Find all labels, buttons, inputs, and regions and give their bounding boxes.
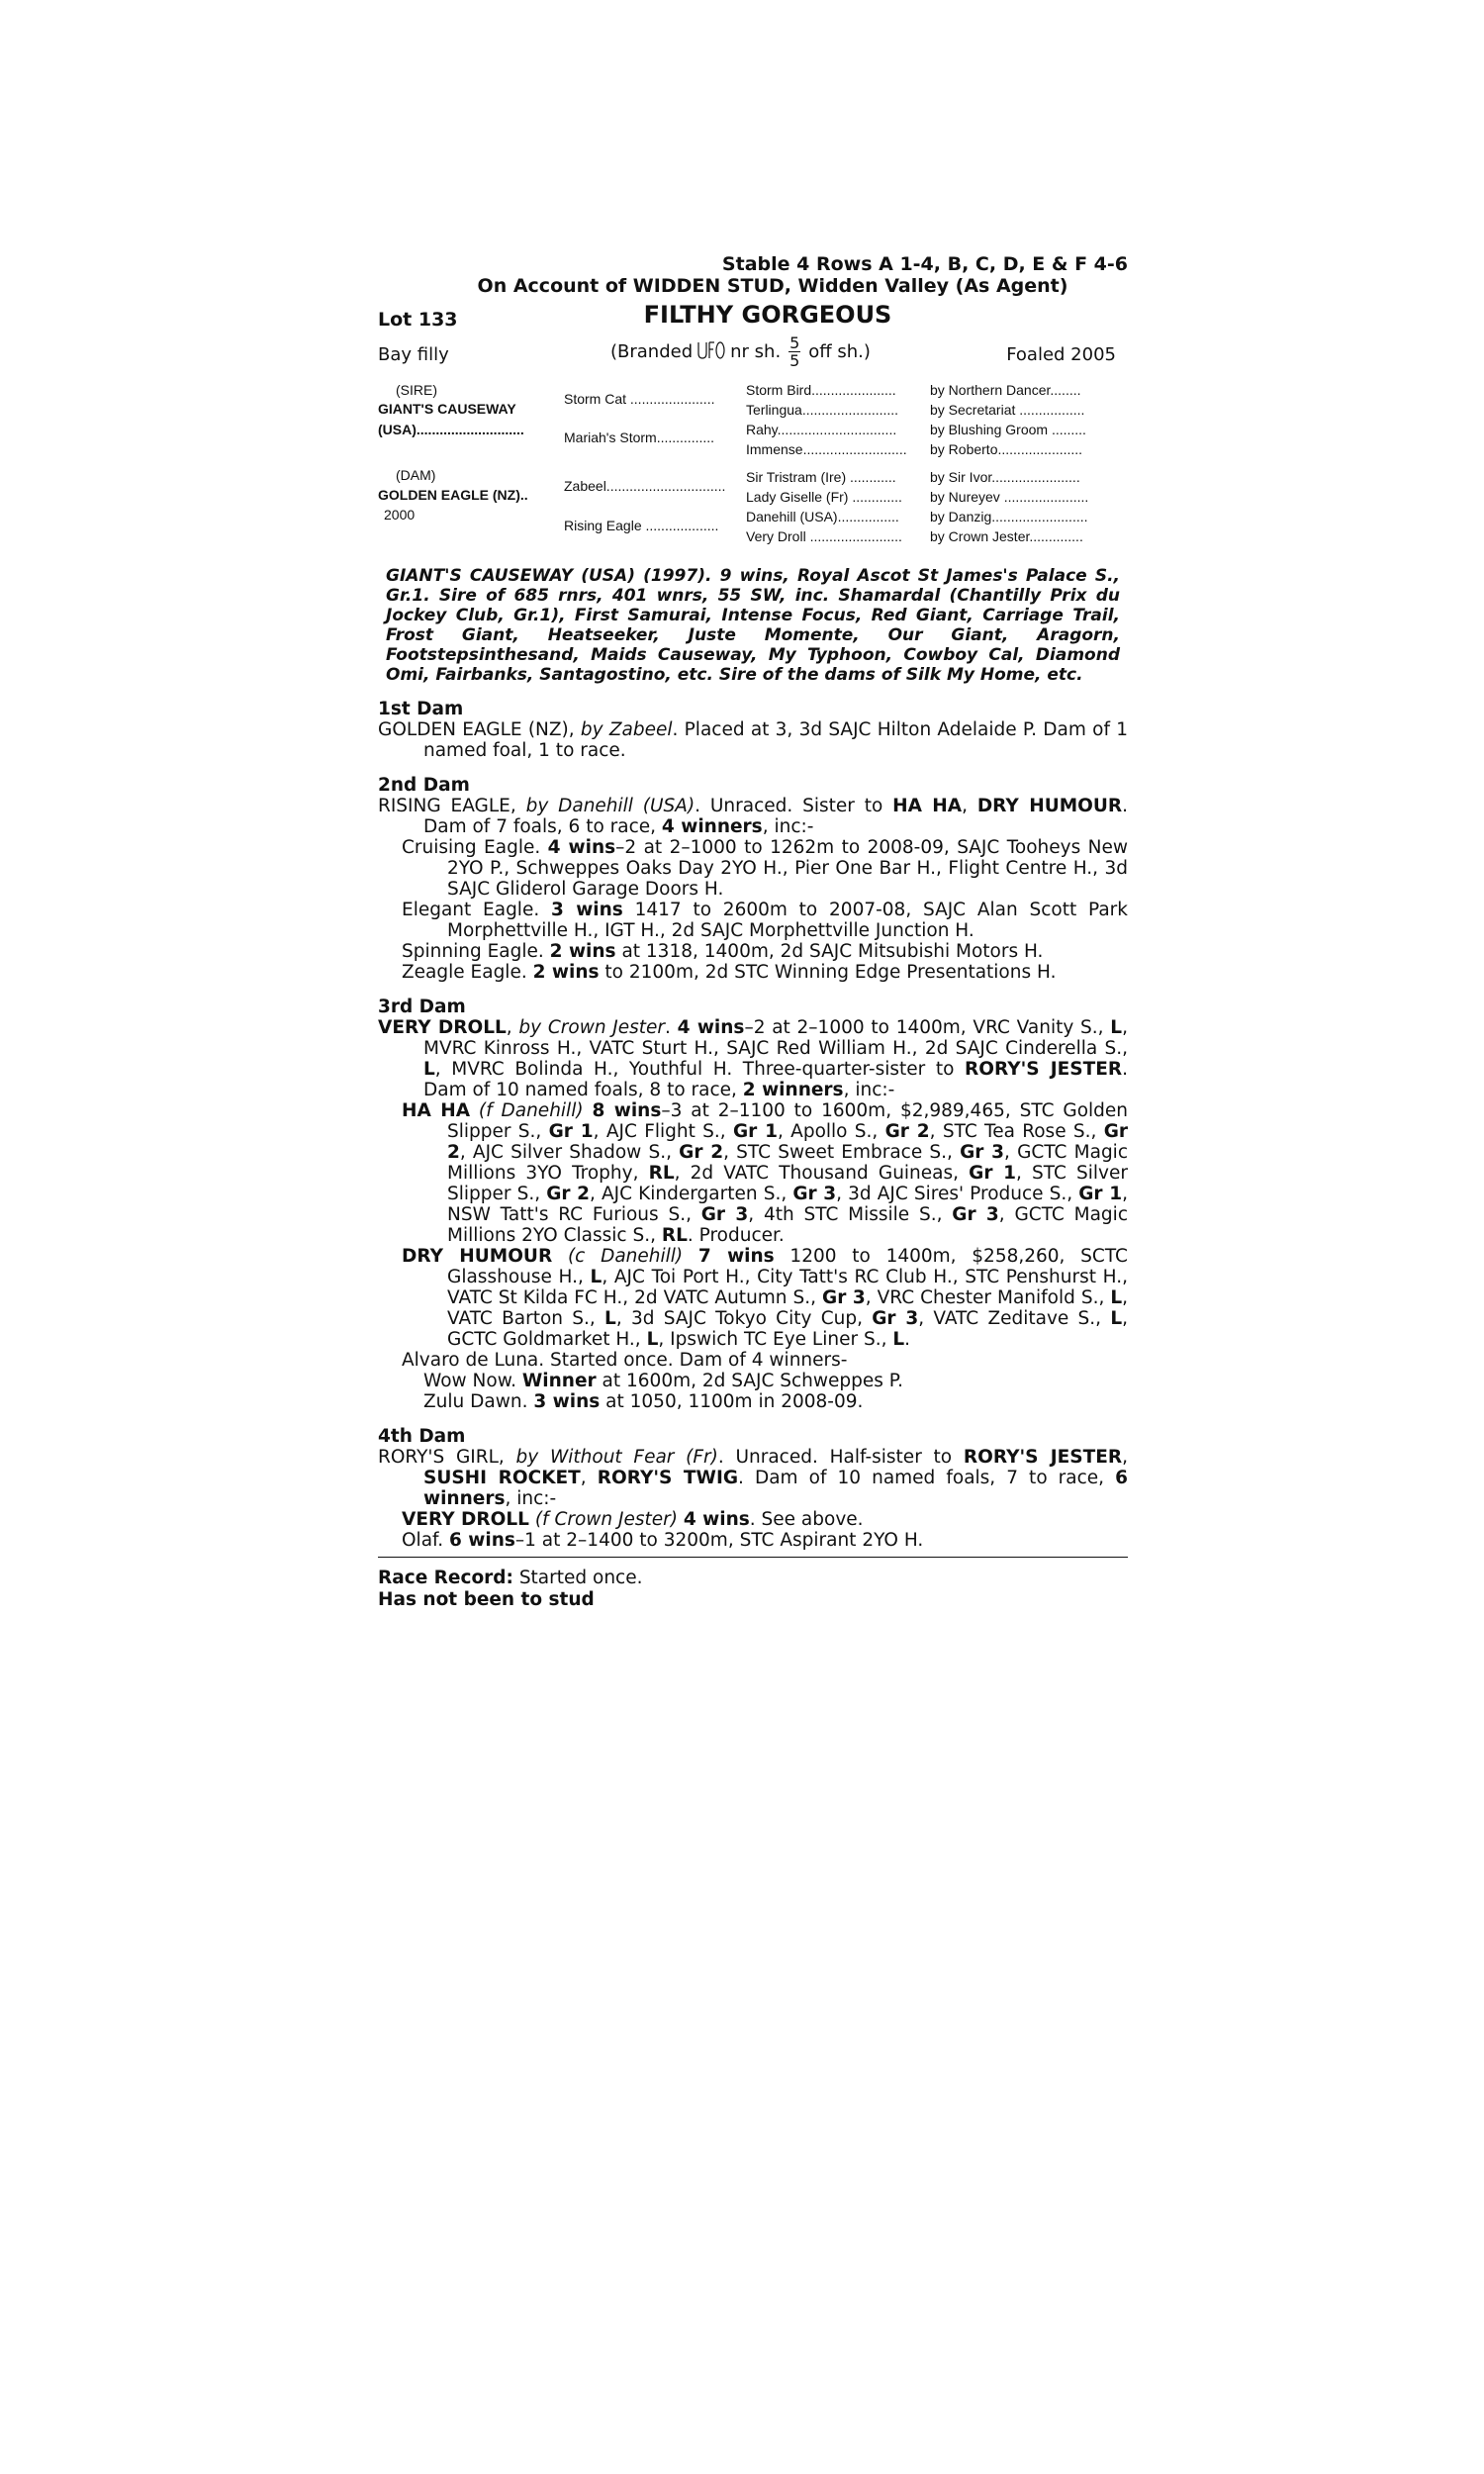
ped-g3-8: Very Droll ........................: [746, 528, 902, 544]
third-dam-entry: VERY DROLL, by Crown Jester. 4 wins–2 at 2–1000 to 1400m, VRC Vanity S., L, MVRC Kinross H., VATC Sturt H., SAJC Red William H., 2d SAJC Cinderella S., L, MVRC Bolinda H., Youthful H. Three-quarter-sister to RORY'S JESTER. Dam of 10 named foals, 8 to race, 2 winners, inc:-: [378, 1017, 1128, 1100]
lot-line: [378, 301, 1128, 334]
sire-name: GIANT'S CAUSEWAY: [378, 401, 516, 417]
progeny-entry: Spinning Eagle. 2 wins at 1318, 1400m, 2d SAJC Mitsubishi Motors H.: [402, 941, 1044, 962]
brand-fraction: [788, 334, 800, 369]
third-dam-heading: 3rd Dam: [378, 997, 466, 1017]
brand-info: [610, 334, 871, 369]
progeny-entry: Zeagle Eagle. 2 wins to 2100m, 2d STC Winning Edge Presentations H.: [402, 962, 1057, 983]
ped-g3-6: Lady Giselle (Fr) .............: [746, 489, 902, 505]
fourth-dam-heading: 4th Dam: [378, 1426, 466, 1447]
fourth-dam-entry: RORY'S GIRL, by Without Fear (Fr). Unraced. Half-sister to RORY'S JESTER, SUSHI ROCKET, RORY'S TWIG. Dam of 10 named foals, 7 to race, 6 winners, inc:-: [378, 1447, 1128, 1509]
progeny-entry: Cruising Eagle. 4 wins–2 at 2–1000 to 1262m to 2008-09, SAJC Tooheys New 2YO P., Schweppes Oaks Day 2YO H., Pier One Bar H., Flight Centre H., 3d SAJC Gliderol Garage Doors H.: [402, 837, 1128, 900]
dam-tag: (DAM): [396, 467, 436, 483]
progeny-entry: VERY DROLL (f Crown Jester) 4 wins. See above.: [402, 1509, 864, 1530]
ped-g4-8: by Crown Jester..............: [930, 528, 1083, 544]
pedigree-notes: [378, 699, 1128, 1551]
stud-status: Has not been to stud: [378, 1589, 595, 1610]
divider: [378, 1557, 1128, 1558]
ped-g3-5: Sir Tristram (Ire) ............: [746, 469, 896, 485]
first-dam-entry: GOLDEN EAGLE (NZ), by Zabeel. Placed at 3, 3d SAJC Hilton Adelaide P. Dam of 1 named foal, 1 to race.: [378, 719, 1128, 761]
brand-fraction-top: 5: [789, 333, 800, 352]
sire-blurb: GIANT'S CAUSEWAY (USA) (1997). 9 wins, Royal Ascot St James's Palace S., Gr.1. Sire of 685 rnrs, 401 wnrs, 55 SW, inc. Shamardal (Chantilly Prix du Jockey Club, Gr.1), First Samurai, Intense Focus, Red Giant, Carriage Trail, Frost Giant, Heatseeker, Juste Momente, Our Giant, Aragorn, Footstepsinthesand, Maids Causeway, My Typhoon, Cowboy Cal, Diamond Omi, Fairbanks, Santagostino, etc. Sire of the dams of Silk My Home, etc.: [386, 566, 1120, 685]
ped-g3-4: Immense...........................: [746, 441, 907, 457]
catalogue-page: [378, 253, 1128, 1611]
pedigree-table: [378, 382, 1128, 552]
ped-sire-sire: Storm Cat ......................: [564, 391, 715, 407]
ped-g4-5: by Sir Ivor.......................: [930, 469, 1080, 485]
ped-dam-dam: Rising Eagle ...................: [564, 518, 719, 533]
progeny-entry: HA HA (f Danehill) 8 wins–3 at 2–1100 to 1600m, $2,989,465, STC Golden Slipper S., Gr 1, AJC Flight S., Gr 1, Apollo S., Gr 2, STC Tea Rose S., Gr 2, AJC Silver Shadow S., Gr 2, STC Sweet Embrace S., Gr 3, GCTC Magic Millions 3YO Trophy, RL, 2d VATC Thousand Guineas, Gr 1, STC Silver Slipper S., Gr 2, AJC Kindergarten S., Gr 3, 3d AJC Sires' Produce S., Gr 1, NSW Tatt's RC Furious S., Gr 3, 4th STC Missile S., Gr 3, GCTC Magic Millions 2YO Classic S., RL. Producer.: [402, 1100, 1129, 1246]
progeny-entry: Olaf. 6 wins–1 at 2–1400 to 3200m, STC Aspirant 2YO H.: [402, 1530, 924, 1551]
dam-name: GOLDEN EAGLE (NZ)..: [378, 487, 528, 503]
footer: [378, 1568, 1128, 1611]
foaled-year: Foaled 2005: [1006, 344, 1116, 365]
ped-g3-1: Storm Bird......................: [746, 382, 896, 398]
horse-sex: Bay filly: [378, 344, 449, 365]
ped-g4-7: by Danzig.........................: [930, 509, 1088, 524]
lot-number: Lot 133: [378, 309, 458, 331]
ped-g3-3: Rahy...............................: [746, 422, 897, 437]
ped-g4-1: by Northern Dancer........: [930, 382, 1081, 398]
race-record-value: Started once.: [518, 1568, 643, 1588]
sire-tag: (SIRE): [396, 382, 437, 398]
progeny-entry: Alvaro de Luna. Started once. Dam of 4 winners-: [402, 1350, 848, 1371]
ped-sire-dam: Mariah's Storm...............: [564, 429, 715, 445]
brand-mark-icon: [696, 339, 726, 365]
race-record-label: Race Record:: [378, 1568, 513, 1588]
ped-g4-3: by Blushing Groom .........: [930, 422, 1086, 437]
race-record: [378, 1568, 1128, 1589]
first-dam-heading: 1st Dam: [378, 699, 464, 719]
brand-off: off sh.): [808, 341, 871, 362]
progeny-entry: Elegant Eagle. 3 wins 1417 to 2600m to 2007-08, SAJC Alan Scott Park Morphettville H., IGT H., 2d SAJC Morphettville Junction H.: [402, 900, 1128, 941]
sire-country: (USA)............................: [378, 422, 524, 437]
horse-subline: [378, 334, 1128, 378]
brand-near: nr sh.: [730, 341, 782, 362]
second-dam-heading: 2nd Dam: [378, 775, 470, 796]
vendor-account: On Account of WIDDEN STUD, Widden Valley (As Agent): [477, 275, 1068, 297]
ped-g4-4: by Roberto......................: [930, 441, 1083, 457]
ped-dam-sire: Zabeel...............................: [564, 478, 726, 494]
ped-g3-2: Terlingua.........................: [746, 402, 899, 418]
brand-prefix: (Branded: [610, 341, 694, 362]
progeny-entry: DRY HUMOUR (c Danehill) 7 wins 1200 to 1400m, $258,260, SCTC Glasshouse H., L, AJC Toi Port H., City Tatt's RC Club H., STC Penshurst H., VATC St Kilda FC H., 2d VATC Autumn S., Gr 3, VRC Chester Manifold S., L, VATC Barton S., L, 3d SAJC Tokyo City Cup, Gr 3, VATC Zeditave S., L, GCTC Goldmarket H., L, Ipswich TC Eye Liner S., L.: [402, 1246, 1129, 1350]
ped-g3-7: Danehill (USA)................: [746, 509, 899, 524]
grandprogeny-entry: Wow Now. Winner at 1600m, 2d SAJC Schweppes P.: [423, 1371, 903, 1391]
dam-year: 2000: [384, 507, 416, 523]
horse-name: FILTHY GORGEOUS: [643, 301, 892, 329]
ped-g4-2: by Secretariat .................: [930, 402, 1085, 418]
brand-fraction-bottom: 5: [789, 351, 800, 370]
stable-location: Stable 4 Rows A 1-4, B, C, D, E & F 4-6: [721, 253, 1128, 275]
grandprogeny-entry: Zulu Dawn. 3 wins at 1050, 1100m in 2008-09.: [423, 1391, 864, 1412]
second-dam-entry: RISING EAGLE, by Danehill (USA). Unraced. Sister to HA HA, DRY HUMOUR. Dam of 7 foals, 6 to race, 4 winners, inc:-: [378, 796, 1129, 837]
ped-g4-6: by Nureyev ......................: [930, 489, 1089, 505]
